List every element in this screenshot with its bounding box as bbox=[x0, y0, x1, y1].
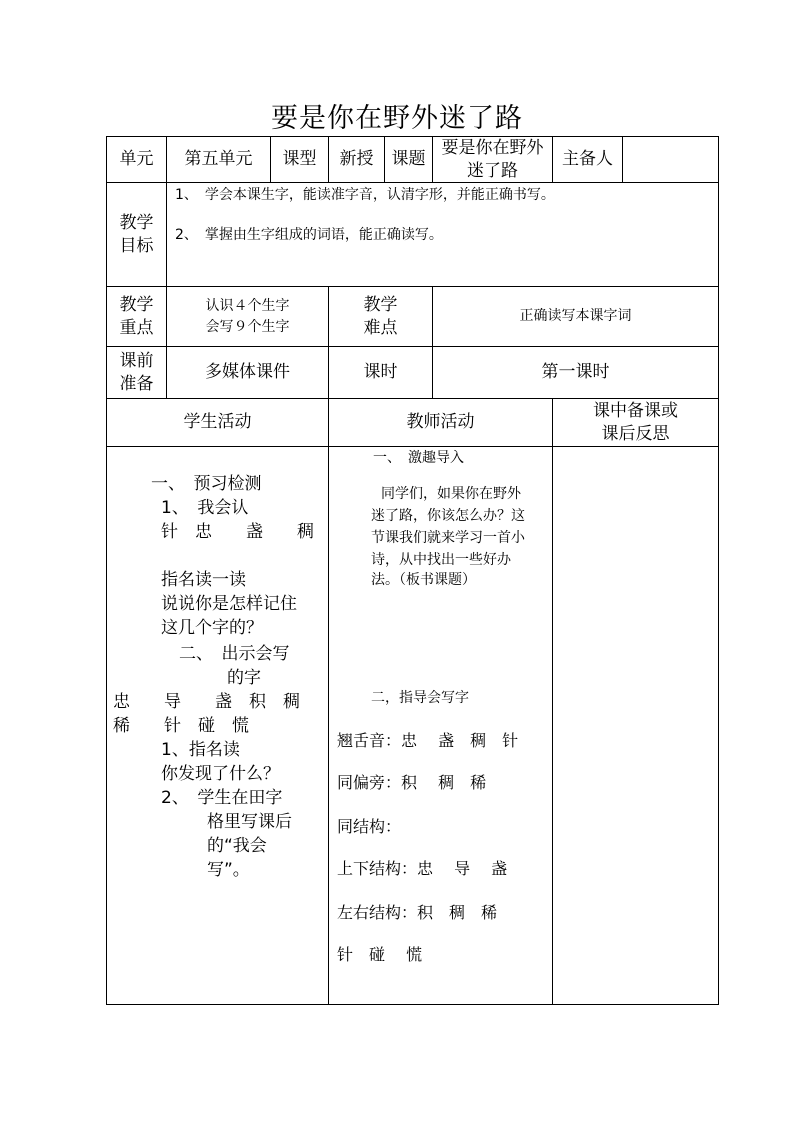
student-line: 一、 预习检测 bbox=[151, 474, 262, 494]
student-line: 写”。 bbox=[207, 860, 250, 880]
prep-label-1: 课前 bbox=[119, 350, 154, 371]
student-line: 你发现了什么？ bbox=[161, 764, 280, 784]
student-line: 指名读一读 bbox=[161, 570, 246, 590]
student-line: 1、 我会认 bbox=[161, 498, 249, 518]
lesson-plan-table bbox=[106, 136, 719, 1005]
goals-label-2: 目标 bbox=[119, 235, 154, 256]
unit-value: 第五单元 bbox=[167, 137, 271, 183]
teacher-activity-cell bbox=[329, 447, 553, 1005]
student-line: 忠 导 盏 积 稠 bbox=[113, 692, 300, 712]
focus-line-2: 会写９个生字 bbox=[205, 318, 290, 335]
prep-label bbox=[107, 347, 167, 399]
goals-row bbox=[107, 183, 719, 287]
teacher-line: 同学们，如果你在野外 bbox=[381, 486, 521, 502]
difficulty-value: 正确读写本课字词 bbox=[433, 287, 719, 347]
focus-label-1: 教学 bbox=[119, 294, 154, 315]
difficulty-label-2: 难点 bbox=[363, 317, 398, 338]
student-line: 2、 学生在田字 bbox=[161, 788, 283, 808]
prep-value: 多媒体课件 bbox=[167, 347, 329, 399]
focus-row bbox=[107, 287, 719, 347]
period-label: 课时 bbox=[329, 347, 433, 399]
student-line: 稀 针 碰 慌 bbox=[113, 716, 249, 736]
student-line: 说说你是怎样记住 bbox=[161, 594, 297, 614]
prep-label-2: 准备 bbox=[119, 373, 154, 394]
difficulty-label-1: 教学 bbox=[363, 294, 398, 315]
unit-label: 单元 bbox=[107, 137, 167, 183]
teacher-line: 翘舌音：忠 盏 稠 针 bbox=[337, 731, 519, 750]
teacher-line: 节课我们就来学习一首小 bbox=[371, 530, 525, 546]
goals-label bbox=[107, 183, 167, 287]
reflection-header-2: 课后反思 bbox=[601, 423, 670, 444]
topic-value bbox=[433, 137, 553, 183]
student-line: 1、指名读 bbox=[161, 740, 240, 760]
header-row bbox=[107, 137, 719, 183]
focus-line-1: 认识４个生字 bbox=[205, 298, 290, 315]
goal-item-1: 1、 学会本课生字，能读准字音，认清字形，并能正确书写。 bbox=[175, 187, 555, 203]
topic-label: 课题 bbox=[385, 137, 433, 183]
student-line: 二、 出示会写 bbox=[179, 644, 290, 664]
student-line: 格里写课后 bbox=[207, 812, 292, 832]
teacher-activity-header: 教师活动 bbox=[329, 399, 553, 447]
teacher-line: 法。（板书课题） bbox=[371, 572, 476, 588]
student-line: 的“我会 bbox=[207, 836, 267, 856]
student-line: 的字 bbox=[227, 668, 261, 688]
preparer-label: 主备人 bbox=[553, 137, 623, 183]
goal-item-2: 2、 掌握由生字组成的词语，能正确读写。 bbox=[175, 227, 443, 243]
type-value: 新授 bbox=[329, 137, 385, 183]
student-activity-header: 学生活动 bbox=[107, 399, 329, 447]
teacher-line: 诗，从中找出一些好办 bbox=[371, 552, 511, 568]
topic-value-line-2: 迷了路 bbox=[467, 160, 518, 181]
goals-label-1: 教学 bbox=[119, 212, 154, 233]
reflection-cell bbox=[553, 447, 719, 1005]
reflection-header-1: 课中备课或 bbox=[593, 401, 678, 422]
type-label: 课型 bbox=[271, 137, 329, 183]
preparer-value bbox=[623, 137, 719, 183]
page-title: 要是你在野外迷了路 bbox=[271, 103, 523, 134]
student-line: 这几个字的？ bbox=[161, 618, 263, 638]
topic-value-line-1: 要是你在野外 bbox=[441, 138, 544, 159]
teacher-line: 二，指导会写字 bbox=[371, 690, 469, 706]
teacher-line: 同结构： bbox=[337, 817, 402, 836]
teacher-line: 同偏旁：积 稠 稀 bbox=[337, 773, 487, 792]
teacher-line: 针 碰 慌 bbox=[337, 945, 423, 964]
teacher-line: 迷了路，你该怎么办？这 bbox=[371, 508, 525, 524]
teacher-line: 左右结构：积 稠 稀 bbox=[337, 903, 498, 922]
focus-label-2: 重点 bbox=[119, 317, 154, 338]
goals-content bbox=[167, 183, 719, 287]
teacher-line: 上下结构：忠 导 盏 bbox=[337, 859, 508, 878]
prep-row bbox=[107, 347, 719, 399]
student-line: 针 忠 盏 稠 bbox=[161, 522, 314, 542]
reflection-header bbox=[553, 399, 719, 447]
student-activity-cell bbox=[107, 447, 329, 1005]
focus-label bbox=[107, 287, 167, 347]
focus-value bbox=[167, 287, 329, 347]
difficulty-label bbox=[329, 287, 433, 347]
teacher-line: 一、 激趣导入 bbox=[373, 450, 464, 466]
activity-content-row bbox=[107, 447, 719, 1005]
period-value: 第一课时 bbox=[433, 347, 719, 399]
activity-header-row bbox=[107, 399, 719, 447]
